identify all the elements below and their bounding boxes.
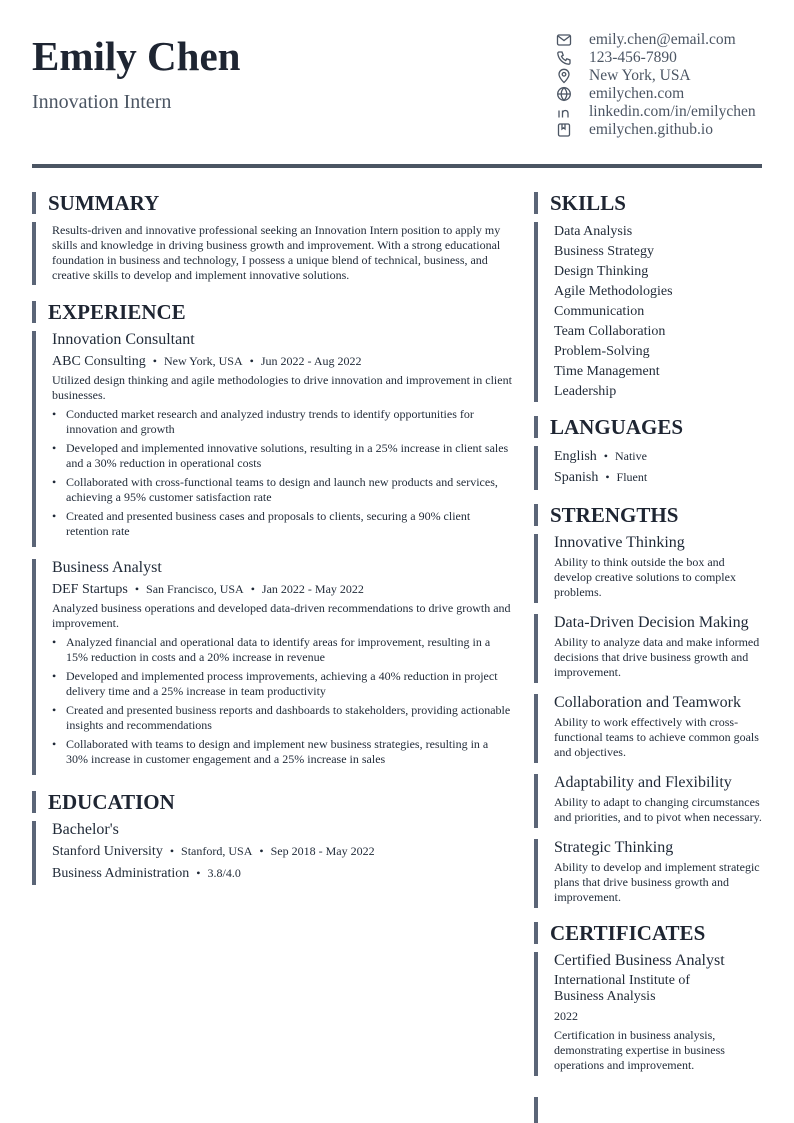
job-bullet: • Developed and implemented process improvements, achieving a 40% reduction in project delivery time and a 25% increase in team productivity: [52, 669, 512, 699]
languages-list: [534, 446, 762, 490]
candidate-name: Emily Chen: [32, 33, 241, 79]
separator-dot: •: [134, 582, 140, 596]
education-school-line: [52, 842, 512, 861]
skill-item: Agile Methodologies: [554, 284, 673, 299]
contact-phone[interactable]: [556, 49, 762, 67]
job-bullet: • Collaborated with teams to design and implement new business strategies, resulting in a 30% increase in customer engagement and a 25% increase in sales: [52, 737, 512, 767]
job-company: ABC Consulting: [52, 354, 146, 369]
job-description: Utilized design thinking and agile methodologies to drive innovation and improvement in client businesses.: [52, 373, 512, 402]
job-bullet: • Collaborated with cross-functional teams to design and launch new products and services, achieving a 95% customer satisfaction rate: [52, 475, 512, 505]
skills-list: [534, 222, 762, 402]
strength-item: [534, 534, 762, 603]
job-bullets: [52, 635, 512, 767]
contact-location: [556, 67, 762, 85]
separator-dot: •: [605, 470, 610, 484]
education-gpa: 3.8/4.0: [207, 866, 241, 880]
education-degree: Bachelor's: [52, 821, 119, 838]
job-bullets: [52, 407, 512, 539]
strength-item: [534, 694, 762, 763]
candidate-role: Innovation Intern: [32, 91, 172, 113]
bookmark-icon: [556, 122, 589, 138]
strength-description: Ability to work effectively with cross-functional teams to achieve common goals and objectives.: [554, 715, 759, 759]
contact-website-text: emilychen.com: [589, 85, 685, 102]
skill-item: Problem-Solving: [554, 344, 650, 359]
job-bullet: • Created and presented business cases and proposals to clients, securing a 90% client retention rate: [52, 509, 512, 539]
skill-item: Design Thinking: [554, 264, 649, 279]
education-field: Business Administration: [52, 866, 190, 881]
language-level: Native: [614, 449, 647, 463]
certificate-description: Certification in business analysis, demonstrating expertise in business operations and improvement.: [554, 1028, 725, 1072]
resume-header: [32, 30, 762, 150]
job-meta: [52, 580, 512, 599]
language-item: [554, 467, 762, 488]
skill-item: Communication: [554, 304, 645, 319]
contact-email-text: emily.chen@email.com: [589, 31, 736, 48]
certificate-issuer: International Institute of Business Analysis: [554, 973, 691, 1004]
language-level: Fluent: [616, 470, 648, 484]
languages-heading: LANGUAGES: [534, 416, 762, 438]
job-entry: [32, 559, 512, 775]
summary-heading: SUMMARY: [32, 192, 512, 214]
job-bullet: • Analyzed financial and operational data to identify areas for improvement, resulting in a 15% reduction in costs and a 20% increase in revenue: [52, 635, 512, 665]
job-dates: Jan 2022 - May 2022: [261, 582, 364, 596]
education-heading: EDUCATION: [32, 791, 512, 813]
job-title: Innovation Consultant: [52, 331, 195, 348]
job-bullet: • Developed and implemented innovative solutions, resulting in a 25% increase in client sales and a 30% reduction in operational costs: [52, 441, 512, 471]
strength-title: Adaptability and Flexibility: [554, 774, 732, 791]
header-divider: [32, 164, 762, 168]
skill-item: Team Collaboration: [554, 324, 666, 339]
contact-email[interactable]: [556, 31, 762, 49]
education-entry: [32, 821, 512, 885]
strength-title: Strategic Thinking: [554, 839, 674, 856]
strength-description: Ability to adapt to changing circumstances and priorities, and to pivot when necessary.: [554, 795, 762, 824]
experience-heading: EXPERIENCE: [32, 301, 512, 323]
skill-item: Data Analysis: [554, 224, 633, 239]
skills-heading: SKILLS: [534, 192, 762, 214]
job-bullet: • Conducted market research and analyzed industry trends to identify opportunities for innovation and growth: [52, 407, 512, 437]
strengths-heading: STRENGTHS: [534, 504, 762, 526]
phone-icon: [556, 50, 589, 66]
education-field-line: [52, 864, 512, 883]
contact-location-text: New York, USA: [589, 67, 691, 84]
right-column: [534, 192, 762, 1076]
separator-dot: •: [196, 866, 201, 880]
summary-text: Results-driven and innovative professional seeking an Innovation Intern position to apply my skills and knowledge in driving business growth and improvement. With a strong educational foundation in business and technology, I possess a unique blend of technical, business, and creative skills to develop and implement innovative solutions.: [32, 222, 512, 285]
strength-item: [534, 774, 762, 828]
language-name: Spanish: [554, 470, 599, 485]
language-item: [554, 446, 762, 467]
left-column: [32, 192, 512, 885]
contact-linkedin-text: linkedin.com/in/emilychen: [589, 103, 756, 120]
contact-github-text: emilychen.github.io: [589, 121, 713, 138]
job-title: Business Analyst: [52, 559, 162, 576]
separator-dot: •: [250, 582, 255, 596]
job-bullet: • Created and presented business reports and dashboards to stakeholders, providing actionable insights and recommendations: [52, 703, 512, 733]
strength-title: Innovative Thinking: [554, 534, 685, 551]
certificate-year: 2022: [554, 1009, 578, 1023]
language-name: English: [554, 449, 597, 464]
job-entry: [32, 331, 512, 547]
contact-list: [556, 31, 762, 139]
linkedin-icon: [556, 104, 589, 120]
strength-description: Ability to analyze data and make informed decisions that drive business growth and improvement.: [554, 635, 760, 679]
mail-icon: [556, 32, 589, 48]
certificate-title: Certified Business Analyst: [554, 952, 725, 969]
strength-title: Collaboration and Teamwork: [554, 694, 741, 711]
separator-dot: •: [169, 844, 175, 858]
job-company: DEF Startups: [52, 582, 128, 597]
job-meta: [52, 352, 512, 371]
certificates-heading: CERTIFICATES: [534, 922, 762, 944]
job-dates: Jun 2022 - Aug 2022: [260, 354, 362, 368]
skill-item: Leadership: [554, 384, 617, 399]
contact-github[interactable]: [556, 121, 762, 139]
education-school: Stanford University: [52, 844, 163, 859]
strength-description: Ability to develop and implement strategic plans that drive business growth and improvement.: [554, 860, 760, 904]
job-location: New York, USA: [163, 354, 243, 368]
separator-dot: •: [249, 354, 254, 368]
contact-linkedin[interactable]: [556, 103, 762, 121]
separator-dot: •: [152, 354, 157, 368]
skill-item: Time Management: [554, 364, 660, 379]
location-icon: [556, 68, 589, 84]
globe-icon: [556, 86, 589, 102]
strength-item: [534, 839, 762, 908]
job-description: Analyzed business operations and developed data-driven recommendations to drive growth and improvement.: [52, 601, 511, 630]
education-location: Stanford, USA: [181, 844, 253, 858]
skill-item: Business Strategy: [554, 244, 654, 259]
separator-dot: •: [259, 844, 264, 858]
job-location: San Francisco, USA: [146, 582, 244, 596]
section-accent-bar: [534, 1097, 538, 1123]
education-dates: Sep 2018 - May 2022: [270, 844, 375, 858]
separator-dot: •: [603, 449, 608, 463]
contact-website[interactable]: [556, 85, 762, 103]
strength-item: [534, 614, 762, 683]
certificate-item: [534, 952, 762, 1076]
contact-phone-text: 123-456-7890: [589, 49, 677, 66]
strength-description: Ability to think outside the box and develop creative solutions to complex problems.: [554, 555, 736, 599]
strength-title: Data-Driven Decision Making: [554, 614, 749, 631]
